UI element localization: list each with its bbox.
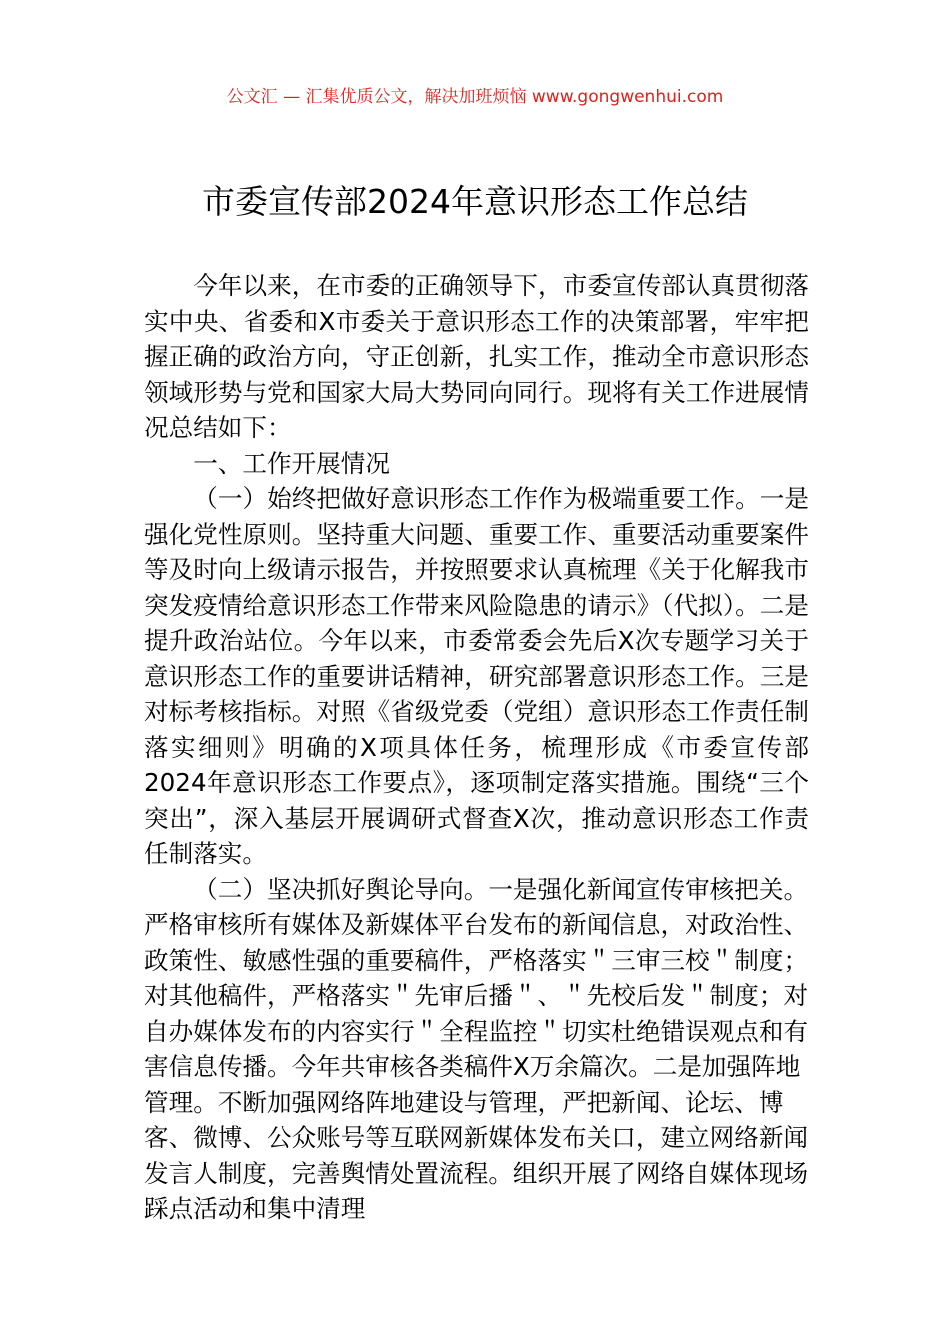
header-banner: 公文汇 — 汇集优质公文，解决加班烦恼 www.gongwenhui.com bbox=[226, 87, 724, 107]
intro-paragraph: 今年以来，在市委的正确领导下，市委宣传部认真贯彻落实中央、省委和X市委关于意识形态工作的决策部署，牢牢把握正确的政治方向，守正创新，扎实工作，推动全市意识形态领域形势与党和国家大局大势同向同行。现将有关工作进展情况总结如下： bbox=[144, 271, 809, 442]
subsection-1-paragraph: （一）始终把做好意识形态工作作为极端重要工作。一是强化党性原则。坚持重大问题、重要工作、重要活动重要案件等及时向上级请示报告，并按照要求认真梳理《关于化解我市突发疫情给意识形态工作带来风险隐患的请示》（代拟）。二是提升政治站位。今年以来，市委常委会先后X次专题学习关于意识形态工作的重要讲话精神，研究部署意识形态工作。三是对标考核指标。对照《省级党委（党组）意识形态工作责任制落实细则》明确的X项具体任务，梳理形成《市委宣传部2024年意识形态工作要点》，逐项制定落实措施。围绕“三个突出”，深入基层开展调研式督查X次，推动意识形态工作责任制落实。 bbox=[144, 484, 809, 868]
document-body bbox=[144, 268, 809, 1227]
subsection-2-paragraph: （二）坚决抓好舆论导向。一是强化新闻宣传审核把关。严格审核所有媒体及新媒体平台发布的新闻信息，对政治性、政策性、敏感性强的重要稿件，严格落实＂三审三校＂制度；对其他稿件，严格落实＂先审后播＂、＂先校后发＂制度；对自办媒体发布的内容实行＂全程监控＂切实杜绝错误观点和有害信息传播。今年共审核各类稿件X万余篇次。二是加强阵地管理。不断加强网络阵地建设与管理，严把新闻、论坛、博客、微博、公众账号等互联网新媒体发布关口，建立网络新闻发言人制度，完善舆情处置流程。组织开展了网络自媒体现场踩点活动和集中清理 bbox=[144, 874, 809, 1223]
document-title: 市委宣传部2024年意识形态工作总结 bbox=[202, 182, 748, 221]
section-heading: 一、工作开展情况 bbox=[193, 448, 390, 478]
